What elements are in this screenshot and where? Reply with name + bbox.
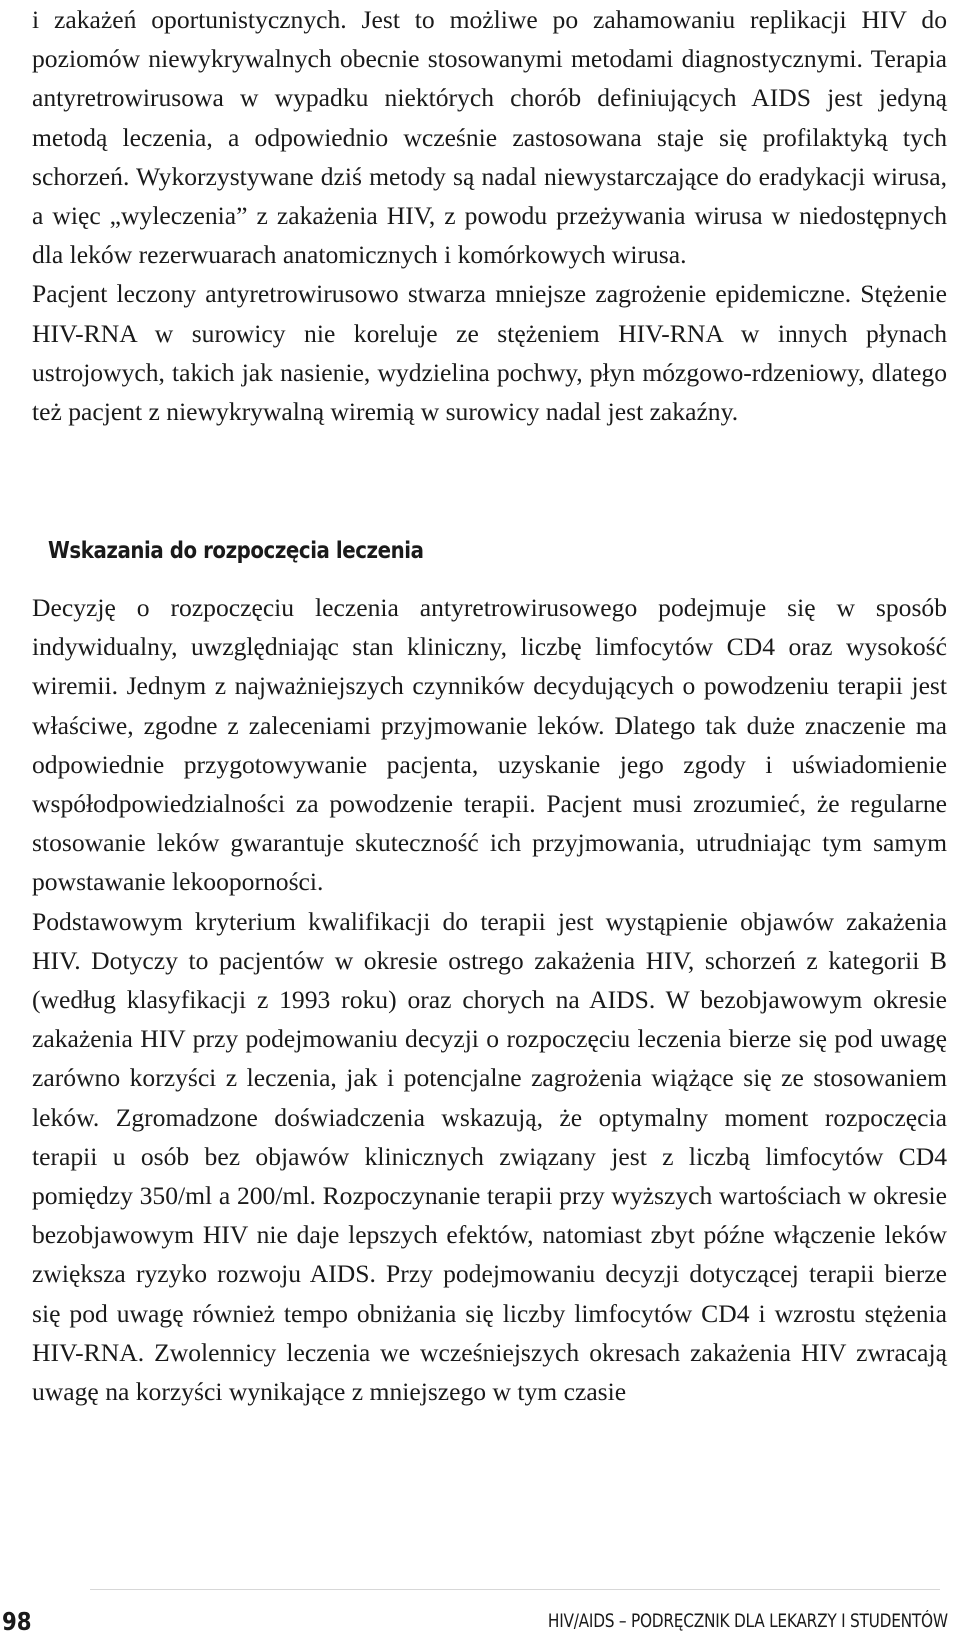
page-number: 98 <box>2 1607 32 1636</box>
paragraph: i zakażeń oportunistycznych. Jest to możliwe po zahamowaniu replikacji HIV do poziomów niewykrywalnych obecnie stosowanymi metodami diagnostycznymi. Terapia antyretrowirusowa w wypadku niektórych chorób definiujących AIDS jest jedyną metodą leczenia, a odpowiednio wcześnie zastosowana staje się profilaktyką tych schorzeń. Wykorzystywane dziś metody są nadal niewystarczające do eradykacji wirusa, a więc „wyleczenia” z zakażenia HIV, z powodu przeżywania wirusa w niedostępnych dla leków rezerwuarach anatomicznych i komórkowych wirusa. <box>32 5 947 270</box>
paragraph: Decyzję o rozpoczęciu leczenia antyretrowirusowego podejmuje się w sposób indywidualny, uwzględniając stan kliniczny, liczbę limfocytów CD4 oraz wysokość wiremii. Jednym z najważniejszych czynników decydujących o powodzeniu terapii jest właściwe, zgodne z zaleceniami przyjmowanie leków. Dlatego tak duże znaczenie ma odpowiednie przygotowywanie pacjenta, uzyskanie jego zgody i uświadomienie współodpowiedzialności za powodzenie terapii. Pacjent musi zrozumieć, że regularne stosowanie leków gwarantuje skuteczność ich przyjmowania, utrudniając tym samym powstawanie lekooporności. <box>32 593 947 897</box>
page-footer <box>0 1589 960 1643</box>
paragraph: Pacjent leczony antyretrowirusowo stwarza mniejsze zagrożenie epidemiczne. Stężenie HIV-RNA w surowicy nie koreluje ze stężeniem HIV-RNA w innych płynach ustrojowych, takich jak nasienie, wydzielina pochwy, płyn mózgowo-rdzeniowy, dlatego też pacjent z niewykrywalną wiremią w surowicy nadal jest zakaźny. <box>32 279 947 427</box>
body-text-top <box>32 0 947 431</box>
section-heading: Wskazania do rozpoczęcia leczenia <box>48 538 424 564</box>
running-title: HIV/AIDS – PODRĘCZNIK DLA LEKARZY I STUDENTÓW <box>548 1611 948 1632</box>
paragraph: Podstawowym kryterium kwalifikacji do terapii jest wystąpienie objawów zakażenia HIV. Dotyczy to pacjentów w okresie ostrego zakażenia HIV, schorzeń z kategorii B (według klasyfikacji z 1993 roku) oraz chorych na AIDS. W bezobjawowym okresie zakażenia HIV przy podejmowaniu decyzji o rozpoczęciu leczenia bierze się pod uwagę zarówno korzyści z leczenia, jak i potencjalne zagrożenia wiążące się ze stosowaniem leków. Zgromadzone doświadczenia wskazują, że optymalny moment rozpoczęcia terapii u osób bez objawów klinicznych związany jest z liczbą limfocytów CD4 pomiędzy 350/ml a 200/ml. Rozpoczynanie terapii przy wyższych wartościach w okresie bezobjawowym HIV nie daje lepszych efektów, natomiast zbyt późne włączenie leków zwiększa ryzyko rozwoju AIDS. Przy podejmowaniu decyzji dotyczącej terapii bierze się pod uwagę również tempo obniżania się liczby limfocytów CD4 i wzrostu stężenia HIV-RNA. Zwolennicy leczenia we wcześniejszych okresach zakażenia HIV zwracają uwagę na korzyści wynikające z mniejszego w tym czasie <box>32 906 947 1407</box>
footer-divider <box>90 1589 940 1590</box>
body-text-section <box>32 588 947 1411</box>
